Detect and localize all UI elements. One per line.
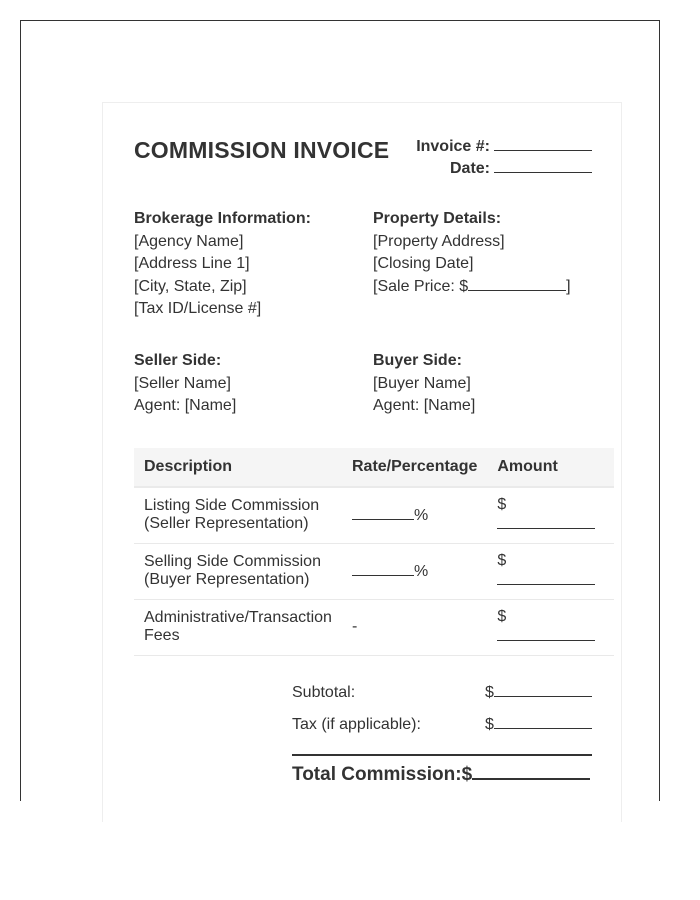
- row-description-line: (Buyer Representation): [144, 571, 310, 588]
- property-details: [373, 208, 571, 298]
- seller-agent: Agent: [Name]: [134, 397, 237, 414]
- table-row: [134, 487, 614, 543]
- rate-suffix: %: [413, 563, 429, 580]
- seller-name: [Seller Name]: [134, 374, 231, 392]
- table-row: [134, 543, 614, 599]
- tax-label: Tax (if applicable):: [292, 716, 421, 733]
- buyer-heading: Buyer Side:: [373, 352, 462, 369]
- subtotal-value: [485, 681, 592, 705]
- header-rate: Rate/Percentage: [351, 458, 478, 475]
- tax-id-license: [Tax ID/License #]: [134, 300, 262, 317]
- row-amount: [487, 487, 614, 543]
- row-description: [134, 599, 342, 655]
- subtotal-row: [292, 681, 592, 713]
- row-description-line: Fees: [144, 627, 180, 644]
- sale-price-prefix: [Sale Price: $: [373, 277, 469, 295]
- closing-date: [Closing Date]: [373, 255, 474, 272]
- invoice-meta: [416, 136, 592, 180]
- total-commission-row: [292, 754, 592, 786]
- subtotal-currency: $: [485, 684, 494, 701]
- rate-blank[interactable]: [352, 561, 414, 576]
- row-amount: [487, 543, 614, 599]
- sale-price-blank[interactable]: [468, 276, 566, 291]
- commission-table: [134, 448, 614, 656]
- invoice-date-row: [416, 158, 592, 180]
- brokerage-heading: Brokerage Information:: [134, 210, 311, 227]
- row-description: [134, 543, 342, 599]
- sale-price: [373, 276, 571, 299]
- address-line: [Address Line 1]: [134, 255, 250, 272]
- invoice-date-label: Date:: [449, 160, 490, 177]
- tax-value: [485, 713, 592, 737]
- totals-section: [292, 681, 592, 785]
- invoice-title: COMMISSION INVOICE: [134, 137, 390, 163]
- city-state-zip: [City, State, Zip]: [134, 277, 247, 295]
- row-amount: [487, 599, 614, 655]
- table-header-row: [134, 448, 614, 487]
- invoice-page: [102, 102, 622, 822]
- subtotal-blank[interactable]: [494, 682, 592, 697]
- buyer-side: [373, 350, 475, 418]
- row-rate: [342, 487, 487, 543]
- seller-heading: Seller Side:: [134, 352, 222, 369]
- total-commission-label: Total Commission:$: [292, 764, 473, 785]
- rate-suffix: %: [413, 507, 429, 525]
- row-description: [134, 487, 342, 543]
- tax-row: [292, 713, 592, 745]
- header-amount: Amount: [497, 458, 558, 475]
- buyer-name: [Buyer Name]: [373, 374, 471, 392]
- property-address: [Property Address]: [373, 232, 505, 250]
- table-row: [134, 599, 614, 655]
- row-rate: [342, 543, 487, 599]
- invoice-number-row: [416, 136, 592, 158]
- row-description-line: (Seller Representation): [144, 515, 309, 533]
- agency-name: [Agency Name]: [134, 232, 244, 250]
- row-description-line: Administrative/Transaction: [144, 609, 332, 626]
- seller-side: [134, 350, 236, 418]
- total-commission-blank[interactable]: [472, 762, 590, 780]
- amount-prefix: $: [497, 608, 507, 625]
- amount-blank[interactable]: [497, 514, 595, 529]
- row-description-line: Selling Side Commission: [144, 553, 321, 570]
- document-viewer: [20, 20, 660, 801]
- amount-prefix: $: [497, 552, 507, 569]
- buyer-agent: Agent: [Name]: [373, 397, 476, 414]
- invoice-date-blank[interactable]: [494, 158, 592, 173]
- sale-price-suffix: ]: [566, 277, 571, 295]
- amount-prefix: $: [497, 496, 507, 514]
- rate-text: -: [351, 618, 358, 635]
- tax-currency: $: [485, 716, 494, 733]
- rate-blank[interactable]: [352, 505, 414, 520]
- row-rate: [342, 599, 487, 655]
- subtotal-label: Subtotal:: [292, 684, 356, 701]
- invoice-number-blank[interactable]: [494, 136, 592, 151]
- header-description: Description: [144, 458, 233, 475]
- property-heading: Property Details:: [373, 210, 502, 227]
- brokerage-info: [134, 208, 311, 321]
- row-description-line: Listing Side Commission: [144, 497, 320, 515]
- amount-blank[interactable]: [497, 626, 595, 641]
- tax-blank[interactable]: [494, 714, 592, 729]
- invoice-number-label: Invoice #:: [416, 138, 490, 155]
- amount-blank[interactable]: [497, 570, 595, 585]
